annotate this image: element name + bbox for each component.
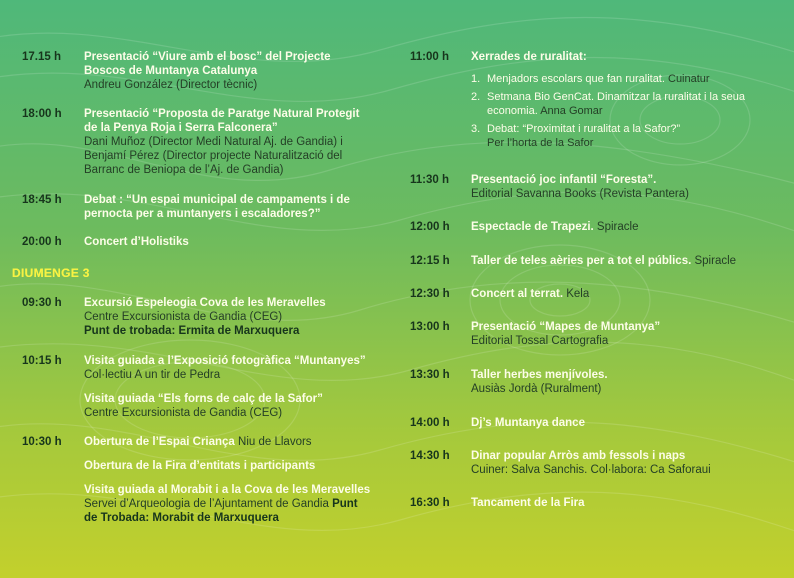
meeting-point: Punt de Trobada: Morabit de Marxuquera bbox=[84, 498, 358, 524]
schedule-item bbox=[22, 392, 372, 420]
event-title: Obertura de l’Espai Criança bbox=[84, 436, 235, 448]
schedule-item bbox=[410, 320, 780, 348]
event-title: Visita guiada a l’Exposició fotogràfica “Muntanyes” bbox=[84, 355, 366, 367]
event-title: Tancament de la Fira bbox=[471, 497, 585, 509]
event-host: Niu de Llavors bbox=[234, 436, 312, 448]
event-host: Servei d’Arqueologia de l’Ajuntament de Gandia bbox=[84, 498, 333, 510]
event-title: Visita guiada “Els forns de calç de la Safor” bbox=[84, 393, 323, 405]
time: 20:00 h bbox=[22, 236, 62, 248]
event-title: Presentació joc infantil “Foresta”. bbox=[471, 174, 657, 186]
time: 18:00 h bbox=[22, 108, 62, 120]
event-host: Spiracle bbox=[691, 255, 737, 267]
talks-list bbox=[471, 72, 771, 154]
schedule-item bbox=[22, 435, 372, 449]
list-item: 1. Menjadors escolars que fan ruralitat. Cuinatur bbox=[471, 73, 710, 85]
time: 12:15 h bbox=[410, 255, 450, 267]
event-title: Concert al terrat. bbox=[471, 288, 564, 300]
schedule-item bbox=[410, 220, 780, 234]
schedule-item bbox=[410, 496, 780, 510]
schedule-item bbox=[410, 50, 780, 64]
event-host: Cuiner: Salva Sanchis. Col·labora: Ca Saforaui bbox=[471, 464, 711, 476]
schedule-item bbox=[410, 173, 780, 201]
schedule-item bbox=[22, 107, 372, 177]
schedule-item bbox=[410, 287, 780, 301]
schedule-item bbox=[22, 235, 372, 249]
time: 13:00 h bbox=[410, 321, 450, 333]
event-host: Editorial Tossal Cartografia bbox=[471, 335, 609, 347]
meeting-point: Punt de trobada: Ermita de Marxuquera bbox=[84, 325, 300, 337]
event-title: Presentació “Mapes de Muntanya” bbox=[471, 321, 661, 333]
event-host: Dani Muñoz (Director Medi Natural Aj. de Gandia) i Benjamí Pérez (Director projecte Naturalització del Barranc de Beniopa de l’Aj. de Gandia) bbox=[84, 136, 343, 176]
event-title: Presentació “Viure amb el bosc” del Projecte Boscos de Muntanya Catalunya bbox=[84, 51, 331, 77]
schedule-item bbox=[22, 296, 372, 338]
schedule-item bbox=[410, 449, 780, 477]
event-title: Taller de teles aèries per a tot el públics. bbox=[471, 255, 692, 267]
event-title: Dinar popular Arròs amb fessols i naps bbox=[471, 450, 686, 462]
time: 18:45 h bbox=[22, 194, 62, 206]
time: 14:30 h bbox=[410, 450, 450, 462]
time: 09:30 h bbox=[22, 297, 62, 309]
time: 10:15 h bbox=[22, 355, 62, 367]
event-host: Centre Excursionista de Gandia (CEG) bbox=[84, 311, 283, 323]
time: 14:00 h bbox=[410, 417, 450, 429]
event-title: Espectacle de Trapezi. bbox=[471, 221, 594, 233]
list-item: 2. Setmana Bio GenCat. Dinamitzar la ruralitat i la seua economia. Anna Gomar bbox=[471, 91, 746, 117]
time: 16:30 h bbox=[410, 497, 450, 509]
schedule-item bbox=[22, 354, 372, 382]
schedule-item bbox=[22, 483, 372, 525]
event-host: Ausiàs Jordà (Ruralment) bbox=[471, 383, 602, 395]
event-title: Debat : “Un espai municipal de campaments i de pernocta per a muntanyers i escaladores?” bbox=[84, 194, 350, 220]
schedule-item bbox=[22, 50, 372, 92]
list-item: 3. Debat: “Proximitat i ruralitat a la Safor?” Per l’horta de la Safor bbox=[471, 123, 681, 149]
time: 12:00 h bbox=[410, 221, 450, 233]
event-host: Andreu González (Director tècnic) bbox=[84, 79, 258, 91]
schedule-item bbox=[22, 459, 372, 473]
schedule-item bbox=[410, 368, 780, 396]
event-host: Editorial Savanna Books (Revista Pantera) bbox=[471, 188, 689, 200]
event-title: Taller herbes menjívoles. bbox=[471, 369, 608, 381]
event-host: Kela bbox=[563, 288, 590, 300]
time: 13:30 h bbox=[410, 369, 450, 381]
event-host: Col·lectiu A un tir de Pedra bbox=[84, 369, 221, 381]
time: 12:30 h bbox=[410, 288, 450, 300]
event-title: Xerrades de ruralitat: bbox=[471, 51, 587, 63]
schedule-item bbox=[410, 416, 780, 430]
schedule-item bbox=[410, 254, 780, 268]
day-heading: DIUMENGE 3 bbox=[12, 266, 90, 280]
event-title: Excursió Espeleogia Cova de les Meravelles bbox=[84, 297, 326, 309]
time: 17.15 h bbox=[22, 51, 61, 63]
event-title: Visita guiada al Morabit i a la Cova de les Meravelles bbox=[84, 484, 371, 496]
event-title: Obertura de la Fira d’entitats i participants bbox=[84, 460, 316, 472]
time: 10:30 h bbox=[22, 436, 62, 448]
event-host: Spiracle bbox=[593, 221, 639, 233]
event-title: Dj’s Muntanya dance bbox=[471, 417, 585, 429]
event-title: Concert d’Holistiks bbox=[84, 236, 189, 248]
time: 11:00 h bbox=[410, 51, 449, 63]
schedule-item bbox=[22, 193, 372, 221]
event-title: Presentació “Proposta de Paratge Natural Protegit de la Penya Roja i Serra Falconera” bbox=[84, 108, 360, 134]
event-host: Centre Excursionista de Gandia (CEG) bbox=[84, 407, 283, 419]
time: 11:30 h bbox=[410, 174, 449, 186]
